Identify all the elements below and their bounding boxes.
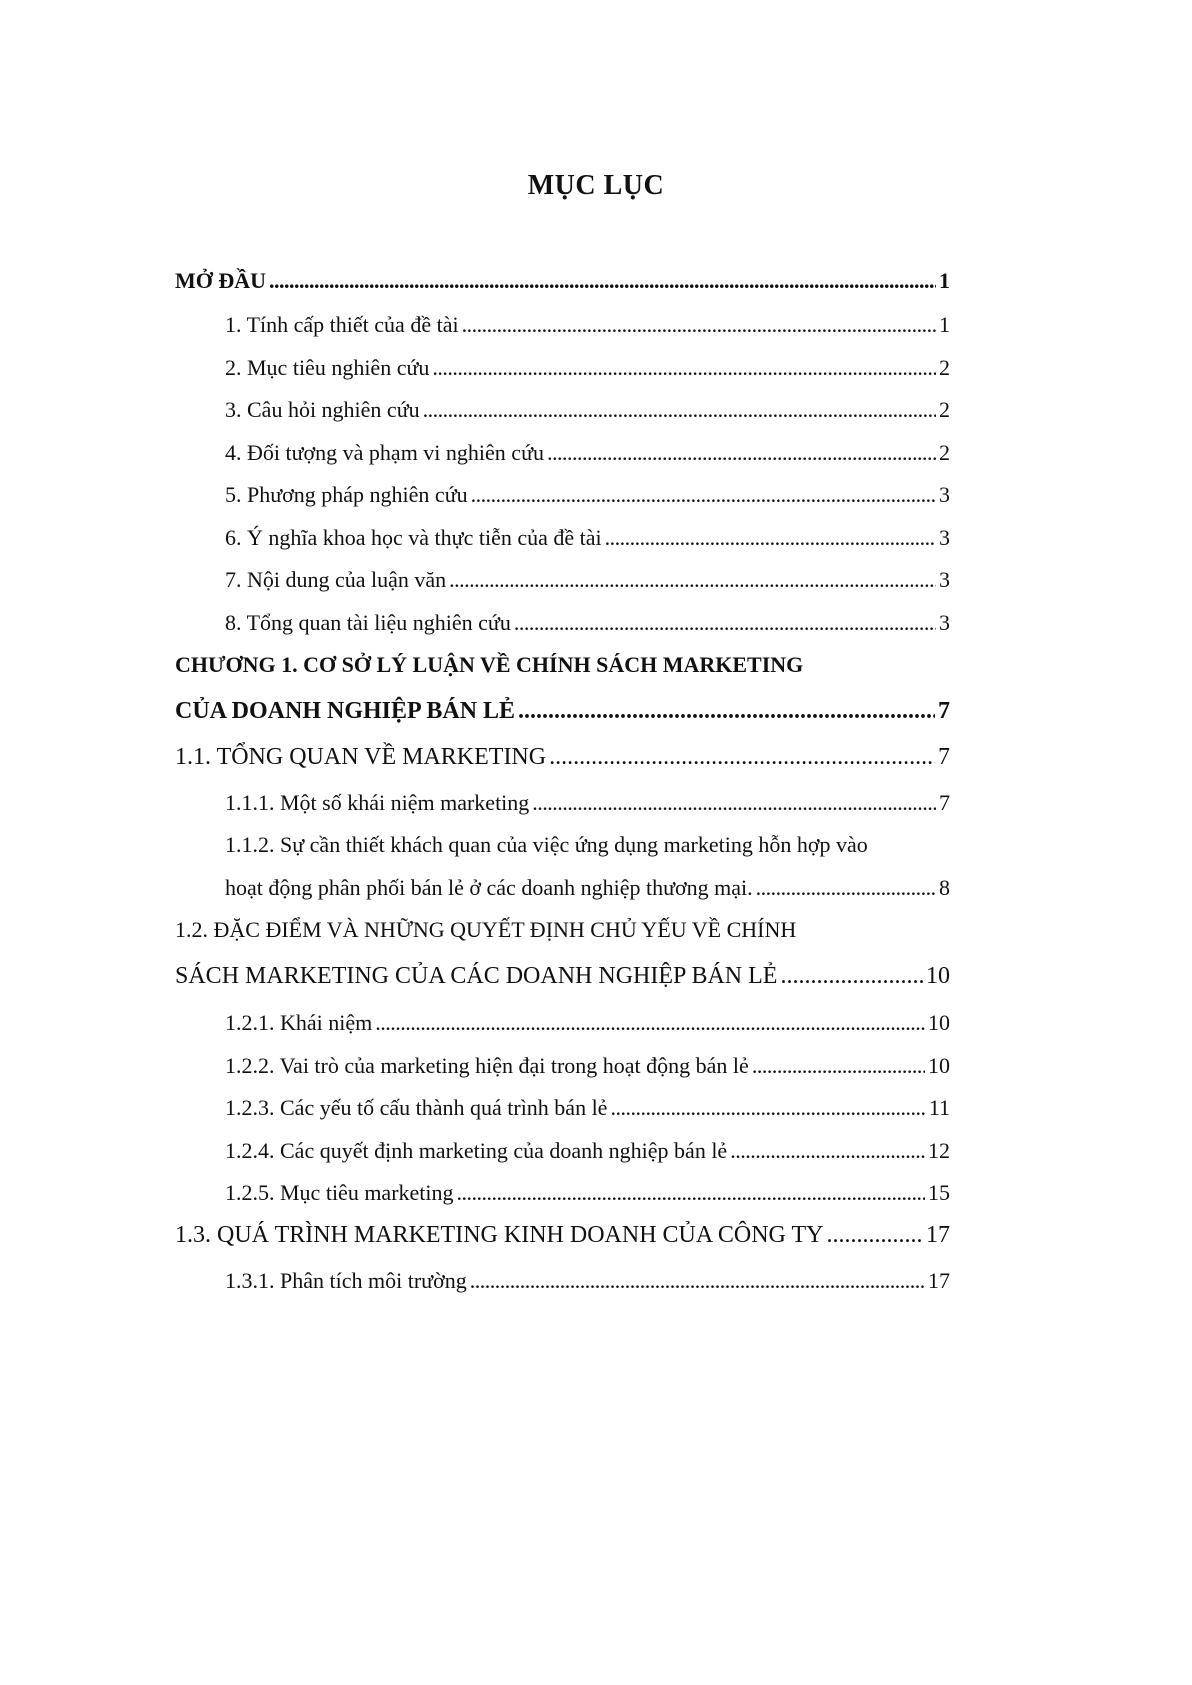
toc-entry-page: 2 [939, 397, 950, 422]
toc-entry-text: 2. Mục tiêu nghiên cứu [225, 355, 430, 380]
dot-leader [826, 1222, 923, 1249]
toc-entry-text: 5. Phương pháp nghiên cứu [225, 482, 468, 507]
toc-entry-page: 12 [928, 1138, 950, 1163]
toc-entry-text: 1.2. ĐẶC ĐIỂM VÀ NHỮNG QUYẾT ĐỊNH CHỦ YẾU VỀ CHÍNH [175, 917, 797, 942]
dot-leader [610, 1095, 925, 1121]
toc-entry-page: 7 [939, 790, 950, 815]
toc-section-1-2-line2[interactable] [175, 963, 950, 990]
dot-leader [547, 440, 936, 466]
dot-leader [432, 355, 936, 381]
toc-entry-page: 10 [928, 1010, 950, 1035]
toc-entry-text: 1.2.1. Khái niệm [225, 1010, 373, 1035]
toc-section-1-2-line1[interactable] [175, 917, 950, 943]
toc-entry-text: CỦA DOANH NGHIỆP BÁN LẺ [175, 698, 516, 724]
toc-entry-page: 2 [939, 355, 950, 380]
dot-leader [470, 1268, 925, 1294]
toc-entry-text: 1.1. TỔNG QUAN VỀ MARKETING [175, 744, 547, 770]
toc-entry-text: 1.2.2. Vai trò của marketing hiện đại trong hoạt động bán lẻ [225, 1053, 749, 1078]
toc-entry-text: 1.3.1. Phân tích môi trường [225, 1268, 467, 1293]
toc-entry-text: 1.1.2. Sự cần thiết khách quan của việc ứng dụng marketing hỗn hợp vào [225, 832, 868, 857]
toc-entry-page: 17 [928, 1268, 950, 1293]
toc-entry-8[interactable] [225, 610, 950, 636]
toc-entry-text: SÁCH MARKETING CỦA CÁC DOANH NGHIỆP BÁN LẺ [175, 963, 778, 989]
toc-entry-4[interactable] [225, 440, 950, 466]
dot-leader [752, 1053, 925, 1079]
dot-leader [518, 698, 935, 725]
toc-entry-text: 4. Đối tượng và phạm vi nghiên cứu [225, 440, 544, 465]
toc-section-1-1-1[interactable] [225, 790, 950, 816]
toc-entry-page: 11 [928, 1095, 950, 1120]
dot-leader [780, 963, 923, 990]
toc-entry-7[interactable] [225, 567, 950, 593]
toc-entry-page: 1 [939, 268, 950, 293]
toc-chapter-1-line2[interactable] [175, 698, 950, 725]
toc-section-1-1-2-line2[interactable] [225, 875, 950, 901]
toc-entry-page: 3 [939, 525, 950, 550]
toc-title: MỤC LỤC [527, 170, 665, 201]
toc-entry-text: CHƯƠNG 1. CƠ SỞ LÝ LUẬN VỀ CHÍNH SÁCH MARKETING [175, 652, 804, 677]
toc-entry-text: MỞ ĐẦU [175, 268, 267, 293]
toc-entry-page: 3 [939, 482, 950, 507]
dot-leader [532, 790, 936, 816]
toc-entry-text: 6. Ý nghĩa khoa học và thực tiễn của đề tài [225, 525, 602, 550]
toc-entry-text: 3. Câu hỏi nghiên cứu [225, 397, 420, 422]
toc-entry-5[interactable] [225, 482, 950, 508]
toc-entry-6[interactable] [225, 525, 950, 551]
toc-entry-2[interactable] [225, 355, 950, 381]
toc-entry-text: 8. Tổng quan tài liệu nghiên cứu [225, 610, 511, 635]
toc-entry-page: 1 [939, 312, 950, 337]
toc-section-1-3[interactable] [175, 1222, 950, 1249]
toc-entry-page: 2 [939, 440, 950, 465]
toc-entry-page: 3 [939, 567, 950, 592]
dot-leader [457, 1180, 925, 1206]
toc-entry-text: 1.1.1. Một số khái niệm marketing [225, 790, 530, 815]
toc-entry-page: 7 [938, 698, 950, 724]
toc-entry-text: 1.3. QUÁ TRÌNH MARKETING KINH DOANH CỦA CÔNG TY [175, 1222, 824, 1248]
toc-section-1-2-3[interactable] [225, 1095, 950, 1121]
toc-entry-text: hoạt động phân phối bán lẻ ở các doanh nghiệp thương mại. [225, 875, 753, 900]
dot-leader [514, 610, 936, 636]
dot-leader [449, 567, 936, 593]
dot-leader [730, 1138, 925, 1164]
toc-entry-text: 1. Tính cấp thiết của đề tài [225, 312, 459, 337]
dot-leader [549, 744, 935, 771]
toc-entry-page: 17 [926, 1222, 950, 1248]
toc-section-1-2-4[interactable] [225, 1138, 950, 1164]
toc-entry-1[interactable] [225, 312, 950, 338]
dot-leader [756, 875, 936, 901]
toc-entry-page: 10 [926, 963, 950, 989]
toc-section-1-2-5[interactable] [225, 1180, 950, 1206]
toc-entry-mo-dau[interactable] [175, 268, 950, 294]
dot-leader [423, 397, 936, 423]
toc-section-1-2-2[interactable] [225, 1053, 950, 1079]
toc-entry-text: 7. Nội dung của luận văn [225, 567, 447, 592]
toc-entry-3[interactable] [225, 397, 950, 423]
toc-entry-page: 10 [928, 1053, 950, 1078]
toc-entry-page: 8 [939, 875, 950, 900]
dot-leader [375, 1010, 925, 1036]
toc-entry-text: 1.2.4. Các quyết định marketing của doanh nghiệp bán lẻ [225, 1138, 728, 1163]
dot-leader [269, 268, 936, 294]
dot-leader [471, 482, 936, 508]
toc-entry-page: 7 [938, 744, 950, 770]
toc-entry-text: 1.2.3. Các yếu tố cấu thành quá trình bán lẻ [225, 1095, 608, 1120]
toc-section-1-2-1[interactable] [225, 1010, 950, 1036]
toc-entry-page: 3 [939, 610, 950, 635]
toc-chapter-1-line1[interactable] [175, 652, 950, 678]
dot-leader [605, 525, 936, 551]
toc-entry-text: 1.2.5. Mục tiêu marketing [225, 1180, 454, 1205]
dot-leader [462, 312, 936, 338]
toc-entry-page: 15 [928, 1180, 950, 1205]
toc-section-1-3-1[interactable] [225, 1268, 950, 1294]
toc-section-1-1-2-line1[interactable] [225, 832, 950, 858]
toc-section-1-1[interactable] [175, 744, 950, 771]
